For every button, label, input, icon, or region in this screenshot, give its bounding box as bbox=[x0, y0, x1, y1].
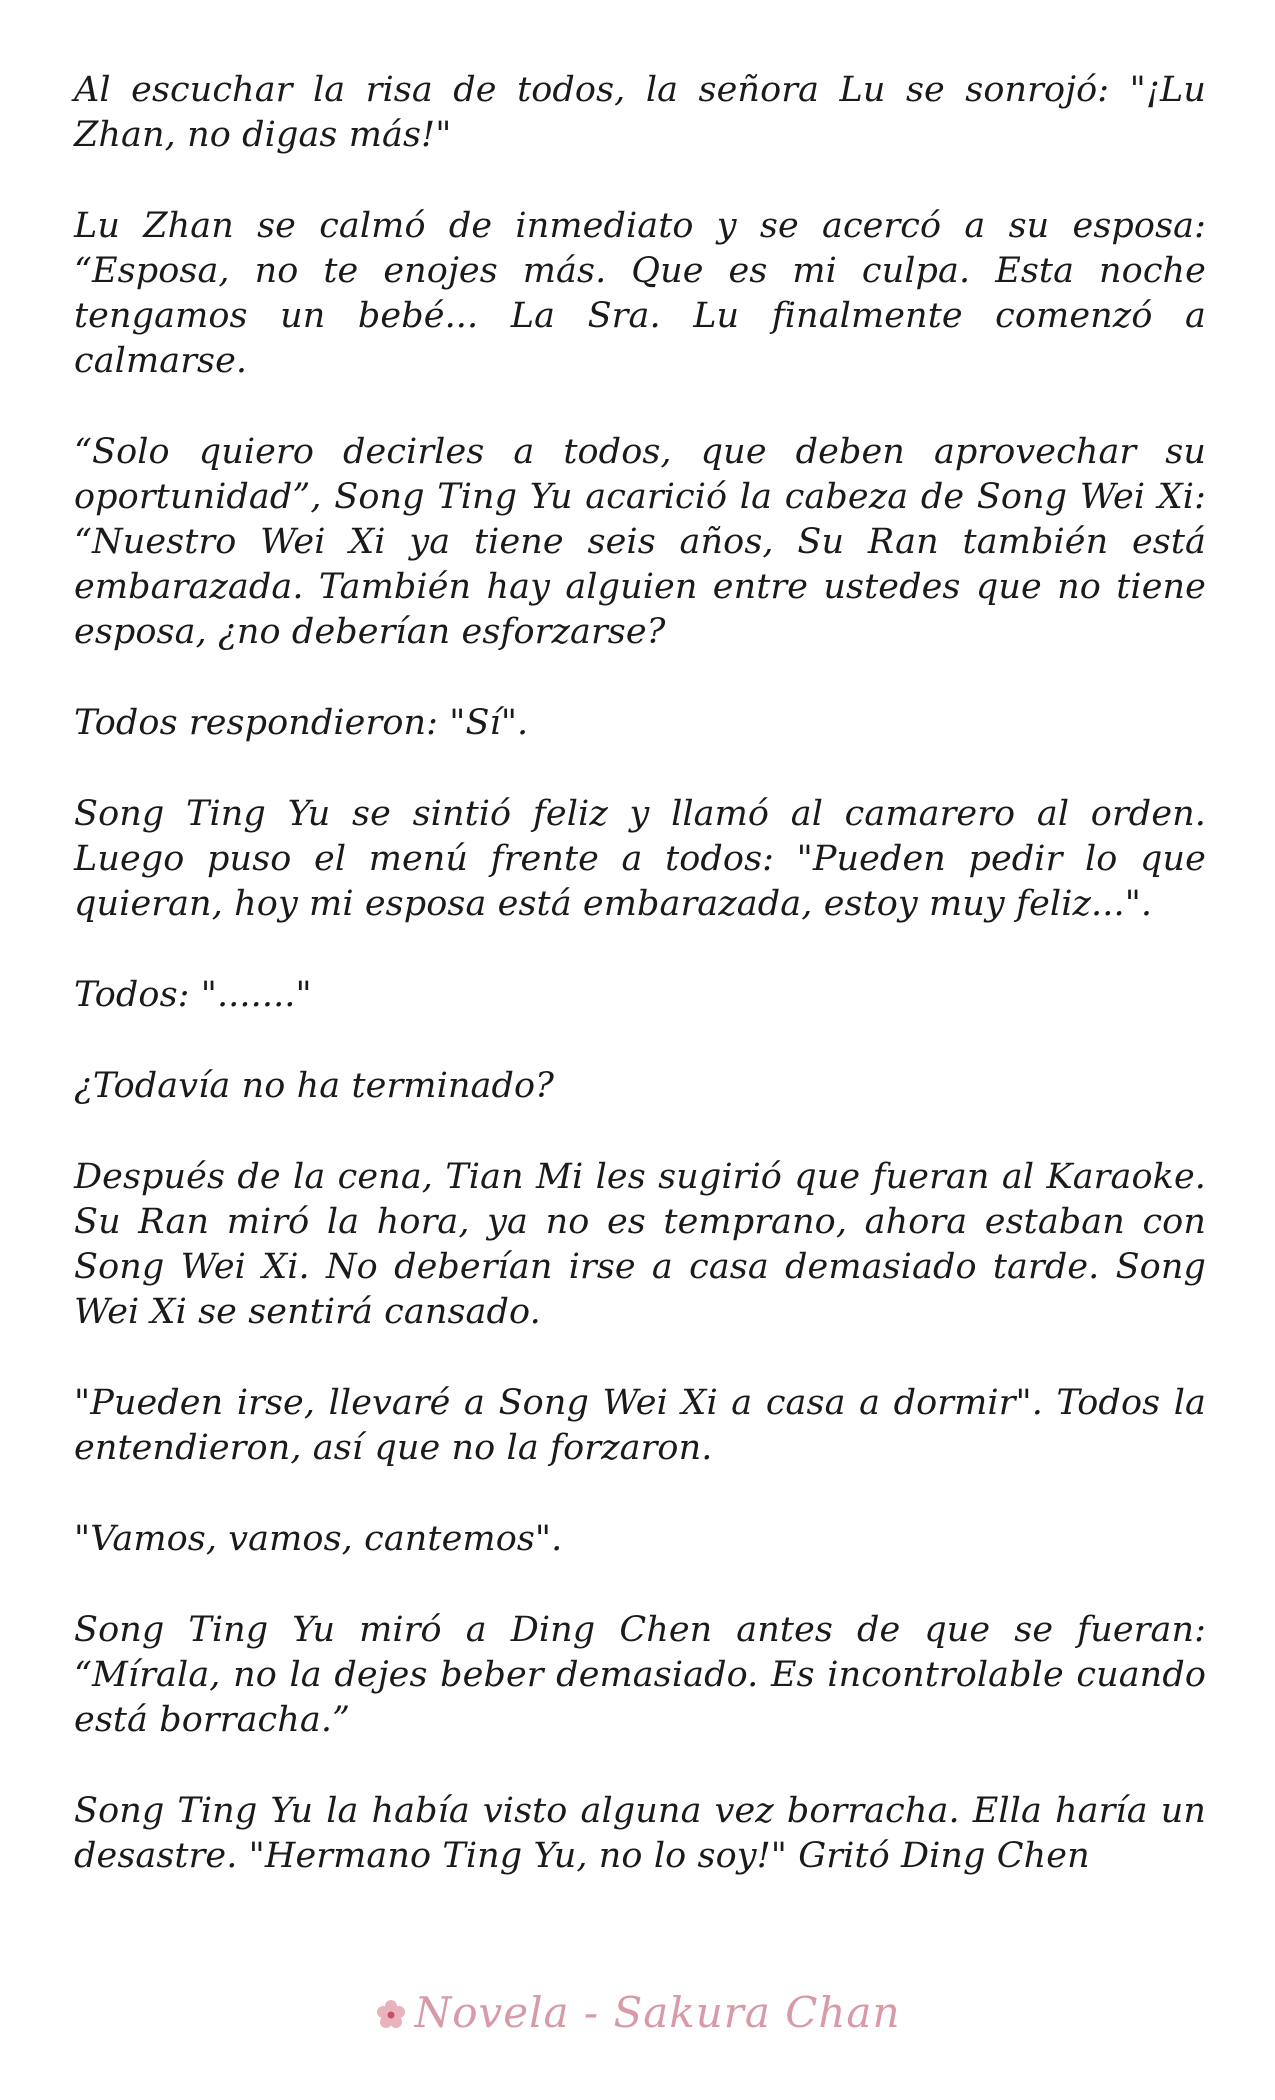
paragraph-1: Al escuchar la risa de todos, la señora Lu se sonrojó: "¡Lu Zhan, no digas más!" bbox=[74, 70, 1206, 155]
paragraph-7: ¿Todavía no ha terminado? bbox=[74, 1066, 555, 1106]
paragraph-9: "Pueden irse, llevaré a Song Wei Xi a casa a dormir". Todos la entendieron, así que no la forzaron. bbox=[74, 1383, 1206, 1468]
document-body bbox=[74, 68, 1206, 1925]
paragraph-8: Después de la cena, Tian Mi les sugirió que fueran al Karaoke. Su Ran miró la hora, ya no es temprano, ahora estaban con Song Wei Xi. No deberían irse a casa demasiado tarde. Song Wei Xi se sentirá cansado. bbox=[74, 1157, 1206, 1332]
paragraph-6: Todos: "......." bbox=[74, 975, 312, 1015]
paragraph-4: Todos respondieron: "Sí". bbox=[74, 703, 529, 743]
watermark-text: Novela - Sakura Chan bbox=[414, 1988, 901, 2037]
paragraph-2: Lu Zhan se calmó de inmediato y se acercó a su esposa: “Esposa, no te enojes más. Que es mi culpa. Esta noche tengamos un bebé... La Sra. Lu finalmente comenzó a calmarse. bbox=[74, 206, 1206, 381]
paragraph-10: "Vamos, vamos, cantemos". bbox=[74, 1519, 563, 1559]
paragraph-5: Song Ting Yu se sintió feliz y llamó al camarero al orden. Luego puso el menú frente a todos: "Pueden pedir lo que quieran, hoy mi esposa está embarazada, estoy muy feliz...". bbox=[74, 794, 1206, 924]
paragraph-3: “Solo quiero decirles a todos, que deben aprovechar su oportunidad”, Song Ting Yu acarició la cabeza de Song Wei Xi: “Nuestro Wei Xi ya tiene seis años, Su Ran también está embarazada. También hay alguien entre ustedes que no tiene esposa, ¿no deberían esforzarse? bbox=[74, 432, 1206, 652]
cherry-blossom-icon bbox=[374, 1992, 408, 2026]
paragraph-12: Song Ting Yu la había visto alguna vez borracha. Ella haría un desastre. "Hermano Ting Yu, no lo soy!" Gritó Ding Chen bbox=[74, 1791, 1206, 1876]
watermark bbox=[0, 1988, 1275, 2037]
paragraph-11: Song Ting Yu miró a Ding Chen antes de que se fueran: “Mírala, no la dejes beber demasiado. Es incontrolable cuando está borracha.” bbox=[74, 1610, 1206, 1740]
